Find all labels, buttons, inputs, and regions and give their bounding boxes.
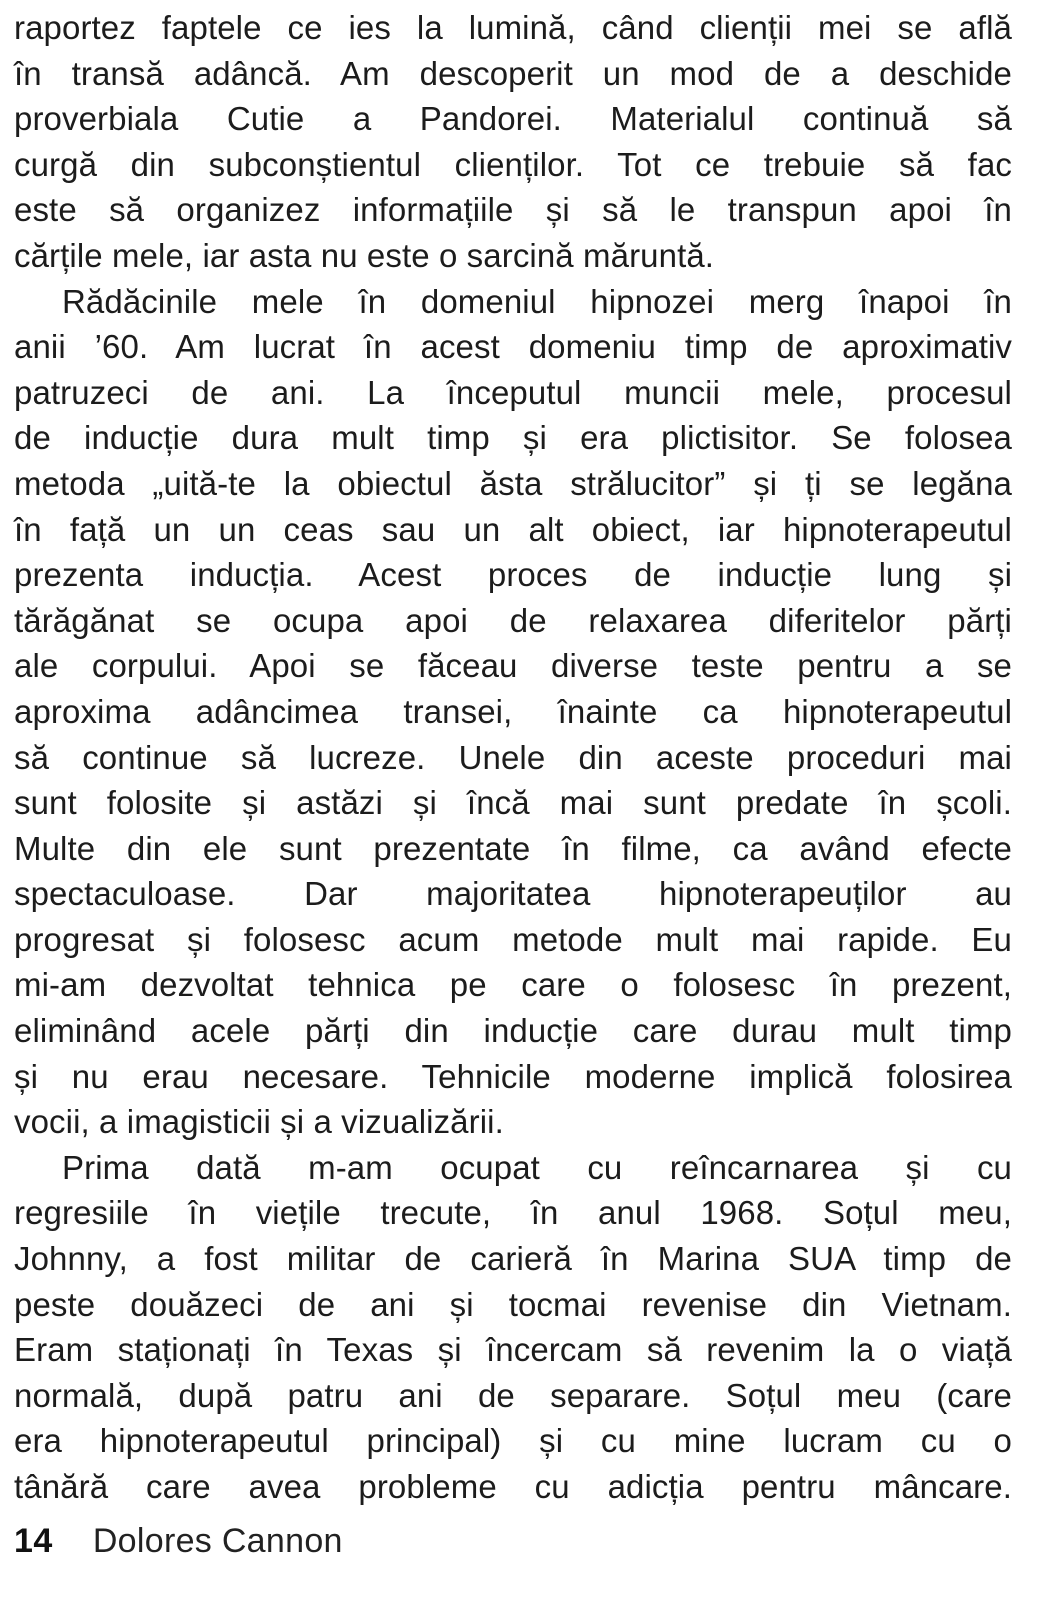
text-line: Rădăcinile mele în domeniul hipnozei merg înapoi în	[62, 282, 1012, 320]
page-number: 14	[14, 1521, 53, 1560]
text-line: prezenta inducția. Acest proces de inducție lung și	[14, 556, 1012, 594]
text-line: regresiile în viețile trecute, în anul 1968. Soțul meu,	[14, 1194, 1012, 1232]
text-line: Johnny, a fost militar de carieră în Marina SUA timp de	[14, 1240, 1012, 1278]
text-line: patruzeci de ani. La începutul muncii mele, procesul	[14, 373, 1012, 411]
text-line: sunt folosite și astăzi și încă mai sunt predate în școli.	[14, 784, 1012, 822]
text-line: este să organizez informațiile și să le transpun apoi în	[14, 191, 1012, 229]
text-line: curgă din subconștientul clienților. Tot ce trebuie să fac	[14, 145, 1012, 183]
text-line: progresat și folosesc acum metode mult mai rapide. Eu	[14, 920, 1012, 958]
text-line: de inducție dura mult timp și era plictisitor. Se folosea	[14, 419, 1012, 457]
footer-author: Dolores Cannon	[92, 1521, 343, 1560]
text-line: în transă adâncă. Am descoperit un mod de a deschide	[14, 54, 1012, 92]
text-line: mi-am dezvoltat tehnica pe care o folosesc în prezent,	[14, 966, 1012, 1004]
text-line: era hipnoterapeutul principal) și cu mine lucram cu o	[14, 1422, 1012, 1460]
text-line: tânără care avea probleme cu adicția pentru mâncare.	[14, 1468, 1012, 1505]
text-line: ale corpului. Apoi se făceau diverse teste pentru a se	[14, 647, 1012, 685]
text-line: normală, după patru ani de separare. Soțul meu (care	[14, 1376, 1012, 1414]
text-line: vocii, a imagisticii și a vizualizării.	[14, 1103, 504, 1141]
text-line: metoda „uită-te la obiectul ăsta strălucitor” și ți se legăna	[14, 464, 1012, 502]
text-line: raportez faptele ce ies la lumină, când clienții mei se află	[14, 9, 1012, 46]
text-line: cărțile mele, iar asta nu este o sarcină măruntă.	[14, 236, 715, 274]
text-line: Multe din ele sunt prezentate în filme, ca având efecte	[14, 829, 1012, 867]
text-line: aproxima adâncimea transei, înainte ca hipnoterapeutul	[14, 692, 1012, 730]
text-line: să continue să lucreze. Unele din aceste proceduri mai	[14, 738, 1012, 776]
text-line: spectaculoase. Dar majoritatea hipnoterapeuților au	[14, 875, 1012, 913]
text-line: tărăgănat se ocupa apoi de relaxarea diferitelor părți	[14, 601, 1012, 639]
body-text	[14, 5, 1012, 1510]
text-line: eliminând acele părți din inducție care durau mult timp	[14, 1012, 1012, 1050]
text-line: Eram staționați în Texas și încercam să revenim la o viață	[14, 1331, 1012, 1369]
text-line: peste douăzeci de ani și tocmai revenise din Vietnam.	[14, 1285, 1012, 1323]
text-line: și nu erau necesare. Tehnicile moderne implică folosirea	[14, 1057, 1012, 1095]
text-line: anii ’60. Am lucrat în acest domeniu timp de aproximativ	[14, 328, 1012, 366]
text-line: Prima dată m-am ocupat cu reîncarnarea și cu	[62, 1148, 1012, 1186]
text-line: proverbiala Cutie a Pandorei. Materialul continuă să	[14, 100, 1012, 138]
text-line: în față un un ceas sau un alt obiect, iar hipnoterapeutul	[14, 510, 1012, 548]
page-footer	[14, 1522, 1012, 1561]
